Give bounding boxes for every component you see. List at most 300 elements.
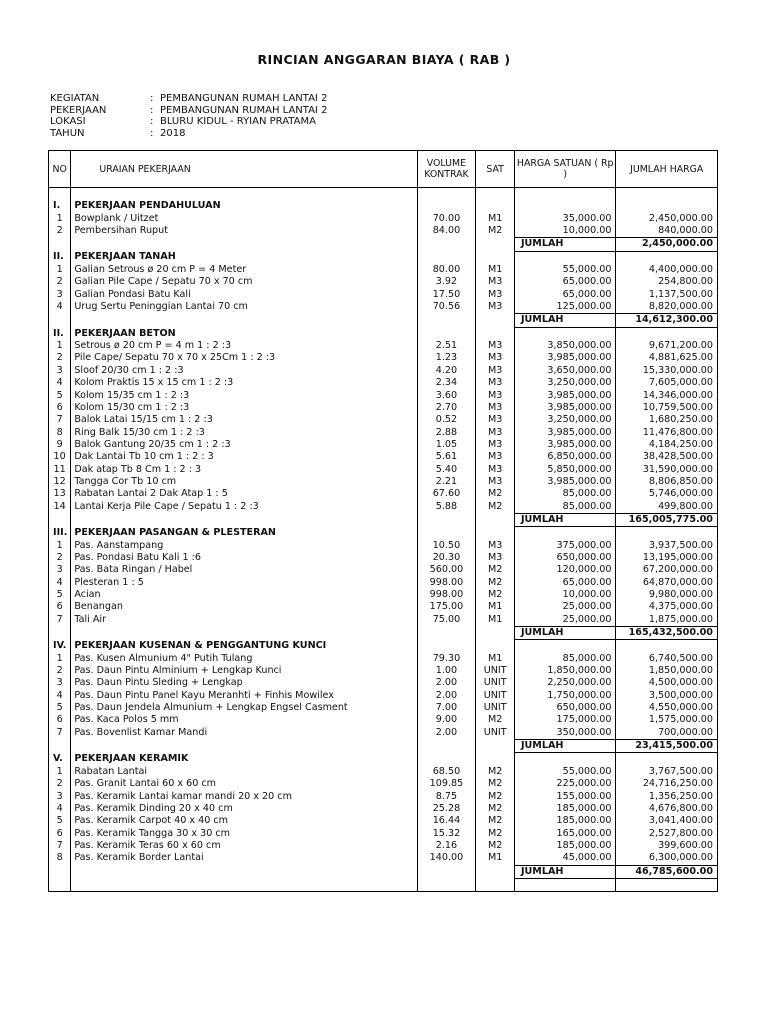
- item-volume: 15.32: [417, 828, 476, 840]
- item-unit: M3: [476, 451, 515, 463]
- item-description: Tali Air: [71, 614, 417, 627]
- table-row: [49, 377, 718, 389]
- item-unit: M1: [476, 264, 515, 276]
- item-unit: M3: [476, 402, 515, 414]
- item-unit: M2: [476, 577, 515, 589]
- item-total: 499,800.00: [616, 501, 718, 514]
- item-unit: M2: [476, 225, 515, 238]
- item-description: Pas. Granit Lantai 60 x 60 cm: [71, 778, 417, 790]
- empty-cell: [417, 740, 476, 753]
- empty-cell: [417, 640, 476, 653]
- item-unit-price: 120,000.00: [514, 564, 616, 576]
- item-no: 6: [49, 828, 71, 840]
- item-unit-price: 3,850,000.00: [514, 340, 616, 352]
- item-description: Sloof 20/30 cm 1 : 2 :3: [71, 365, 417, 377]
- section-total: 14,612,300.00: [616, 314, 718, 327]
- item-unit: M3: [476, 377, 515, 389]
- item-no: 3: [49, 365, 71, 377]
- item-total: 1,356,250.00: [616, 791, 718, 803]
- item-unit-price: 55,000.00: [514, 264, 616, 276]
- table-row: [49, 828, 718, 840]
- table-row: [49, 225, 718, 238]
- empty-cell: [417, 327, 476, 340]
- item-unit-price: 85,000.00: [514, 501, 616, 514]
- header-no: NO: [49, 151, 71, 188]
- item-unit-price: 3,985,000.00: [514, 390, 616, 402]
- table-row: [49, 488, 718, 500]
- item-unit: M1: [476, 614, 515, 627]
- item-total: 2,450,000.00: [616, 213, 718, 225]
- section-title: PEKERJAAN BETON: [71, 327, 417, 340]
- item-total: 3,937,500.00: [616, 540, 718, 552]
- item-unit: UNIT: [476, 665, 515, 677]
- item-no: 10: [49, 451, 71, 463]
- empty-cell: [616, 188, 718, 201]
- item-unit: M3: [476, 540, 515, 552]
- item-total: 67,200,000.00: [616, 564, 718, 576]
- info-value: 2018: [160, 127, 186, 139]
- empty-cell: [71, 627, 417, 640]
- table-row: [49, 451, 718, 463]
- table-row: [49, 402, 718, 414]
- item-unit: M2: [476, 828, 515, 840]
- table-row: [49, 589, 718, 601]
- item-unit-price: 10,000.00: [514, 225, 616, 238]
- item-unit-price: 165,000.00: [514, 828, 616, 840]
- item-unit: M2: [476, 564, 515, 576]
- item-total: 4,676,800.00: [616, 803, 718, 815]
- section-number: I.: [49, 200, 71, 212]
- item-no: 3: [49, 677, 71, 689]
- table-row: [49, 276, 718, 288]
- item-unit-price: 1,850,000.00: [514, 665, 616, 677]
- item-no: 1: [49, 213, 71, 225]
- item-unit-price: 2,250,000.00: [514, 677, 616, 689]
- item-no: 5: [49, 589, 71, 601]
- item-unit: M3: [476, 289, 515, 301]
- table-row: [49, 653, 718, 665]
- info-colon: :: [150, 104, 154, 116]
- item-volume: 175.00: [417, 601, 476, 613]
- item-volume: 3.92: [417, 276, 476, 288]
- spacer-row: [49, 188, 718, 201]
- item-volume: 2.16: [417, 840, 476, 852]
- jumlah-label: JUMLAH: [514, 627, 616, 640]
- empty-cell: [71, 878, 417, 891]
- item-no: 4: [49, 377, 71, 389]
- item-description: Pas. Daun Pintu Panel Kayu Meranhti + Finhis Mowilex: [71, 690, 417, 702]
- empty-cell: [49, 865, 71, 878]
- item-unit-price: 650,000.00: [514, 702, 616, 714]
- empty-cell: [476, 740, 515, 753]
- item-volume: 2.00: [417, 727, 476, 740]
- table-row: [49, 340, 718, 352]
- info-row: [50, 128, 327, 140]
- item-no: 2: [49, 552, 71, 564]
- item-unit-price: 125,000.00: [514, 301, 616, 314]
- item-unit: M1: [476, 601, 515, 613]
- rab-table: [48, 150, 718, 892]
- section-number: V.: [49, 753, 71, 766]
- item-volume: 75.00: [417, 614, 476, 627]
- info-label: LOKASI: [50, 116, 86, 128]
- item-volume: 2.70: [417, 402, 476, 414]
- section-header: [49, 200, 718, 212]
- item-no: 4: [49, 690, 71, 702]
- item-total: 1,680,250.00: [616, 414, 718, 426]
- empty-cell: [476, 238, 515, 251]
- empty-cell: [49, 627, 71, 640]
- item-total: 9,671,200.00: [616, 340, 718, 352]
- info-colon: :: [150, 116, 154, 128]
- item-unit-price: 65,000.00: [514, 276, 616, 288]
- item-description: Lantai Kerja Pile Cape / Sepatu 1 : 2 :3: [71, 501, 417, 514]
- info-label: KEGIATAN: [50, 93, 100, 104]
- item-total: 4,375,000.00: [616, 601, 718, 613]
- item-volume: 8.75: [417, 791, 476, 803]
- item-description: Pas. Keramik Dinding 20 x 40 cm: [71, 803, 417, 815]
- info-label: TAHUN: [50, 127, 85, 139]
- item-description: Pas. Pondasi Batu Kali 1 :6: [71, 552, 417, 564]
- empty-cell: [616, 251, 718, 264]
- table-row: [49, 702, 718, 714]
- item-unit: M2: [476, 501, 515, 514]
- item-description: Dak Lantai Tb 10 cm 1 : 2 : 3: [71, 451, 417, 463]
- item-no: 4: [49, 577, 71, 589]
- item-description: Galian Pondasi Batu Kali: [71, 289, 417, 301]
- item-unit-price: 65,000.00: [514, 577, 616, 589]
- empty-cell: [616, 527, 718, 540]
- item-total: 4,400,000.00: [616, 264, 718, 276]
- item-unit: M3: [476, 301, 515, 314]
- item-total: 4,881,625.00: [616, 352, 718, 364]
- item-volume: 1.00: [417, 665, 476, 677]
- item-volume: 1.05: [417, 439, 476, 451]
- empty-cell: [476, 327, 515, 340]
- item-unit-price: 5,850,000.00: [514, 464, 616, 476]
- table-row: [49, 464, 718, 476]
- empty-cell: [476, 188, 515, 201]
- empty-cell: [417, 513, 476, 526]
- item-unit: M2: [476, 803, 515, 815]
- section-total: 165,432,500.00: [616, 627, 718, 640]
- item-no: 7: [49, 414, 71, 426]
- item-total: 8,806,850.00: [616, 476, 718, 488]
- item-total: 4,184,250.00: [616, 439, 718, 451]
- item-volume: 5.88: [417, 501, 476, 514]
- item-description: Setrous ø 20 cm P = 4 m 1 : 2 :3: [71, 340, 417, 352]
- item-unit-price: 350,000.00: [514, 727, 616, 740]
- item-unit: UNIT: [476, 677, 515, 689]
- item-description: Bowplank / Uitzet: [71, 213, 417, 225]
- item-unit: UNIT: [476, 727, 515, 740]
- table-row: [49, 840, 718, 852]
- item-unit: M2: [476, 791, 515, 803]
- item-volume: 2.00: [417, 677, 476, 689]
- item-volume: 2.00: [417, 690, 476, 702]
- item-no: 6: [49, 714, 71, 726]
- empty-cell: [476, 878, 515, 891]
- empty-cell: [476, 627, 515, 640]
- table-row: [49, 577, 718, 589]
- item-total: 15,330,000.00: [616, 365, 718, 377]
- item-description: Pas. Daun Jendela Almunium + Lengkap Engsel Casment: [71, 702, 417, 714]
- header-uraian: URAIAN PEKERJAAN: [71, 151, 417, 188]
- item-volume: 998.00: [417, 589, 476, 601]
- project-info: [50, 93, 327, 139]
- empty-cell: [49, 238, 71, 251]
- item-unit: M2: [476, 778, 515, 790]
- section-header: [49, 327, 718, 340]
- info-value: BLURU KIDUL - RYIAN PRATAMA: [160, 116, 316, 128]
- item-unit-price: 3,250,000.00: [514, 414, 616, 426]
- item-no: 4: [49, 301, 71, 314]
- item-total: 11,476,800.00: [616, 427, 718, 439]
- section-total: 2,450,000.00: [616, 238, 718, 251]
- item-unit: M2: [476, 589, 515, 601]
- item-description: Pas. Keramik Border Lantai: [71, 852, 417, 865]
- item-unit: M2: [476, 840, 515, 852]
- section-number: II.: [49, 327, 71, 340]
- item-unit: M3: [476, 276, 515, 288]
- item-no: 3: [49, 564, 71, 576]
- item-volume: 2.88: [417, 427, 476, 439]
- empty-cell: [71, 740, 417, 753]
- empty-cell: [49, 314, 71, 327]
- item-total: 840,000.00: [616, 225, 718, 238]
- item-no: 2: [49, 276, 71, 288]
- item-unit-price: 65,000.00: [514, 289, 616, 301]
- header-harga-satuan: HARGA SATUAN ( Rp ): [514, 151, 616, 188]
- item-unit-price: 55,000.00: [514, 766, 616, 778]
- empty-cell: [616, 327, 718, 340]
- item-total: 13,195,000.00: [616, 552, 718, 564]
- section-header: [49, 251, 718, 264]
- info-value: PEMBANGUNAN RUMAH LANTAI 2: [160, 93, 328, 104]
- item-description: Balok Gantung 20/35 cm 1 : 2 :3: [71, 439, 417, 451]
- item-unit-price: 25,000.00: [514, 614, 616, 627]
- section-title: PEKERJAAN TANAH: [71, 251, 417, 264]
- info-row: [50, 105, 327, 117]
- item-description: Balok Latai 15/15 cm 1 : 2 :3: [71, 414, 417, 426]
- empty-cell: [417, 627, 476, 640]
- item-unit: M3: [476, 390, 515, 402]
- item-unit-price: 10,000.00: [514, 589, 616, 601]
- item-description: Kolom Praktis 15 x 15 cm 1 : 2 :3: [71, 377, 417, 389]
- item-description: Benangan: [71, 601, 417, 613]
- item-no: 3: [49, 289, 71, 301]
- info-colon: :: [150, 127, 154, 139]
- item-unit-price: 6,850,000.00: [514, 451, 616, 463]
- section-title: PEKERJAAN PASANGAN & PLESTERAN: [71, 527, 417, 540]
- item-description: Urug Sertu Peninggian Lantai 70 cm: [71, 301, 417, 314]
- item-total: 4,550,000.00: [616, 702, 718, 714]
- item-no: 1: [49, 540, 71, 552]
- item-unit: M3: [476, 352, 515, 364]
- item-description: Tangga Cor Tb 10 cm: [71, 476, 417, 488]
- item-unit-price: 185,000.00: [514, 803, 616, 815]
- item-volume: 3.60: [417, 390, 476, 402]
- item-unit: M3: [476, 427, 515, 439]
- section-header: [49, 527, 718, 540]
- empty-cell: [417, 238, 476, 251]
- jumlah-label: JUMLAH: [514, 238, 616, 251]
- empty-cell: [616, 878, 718, 891]
- section-title: PEKERJAAN KERAMIK: [71, 753, 417, 766]
- item-no: 12: [49, 476, 71, 488]
- item-volume: 17.50: [417, 289, 476, 301]
- section-title: PEKERJAAN PENDAHULUAN: [71, 200, 417, 212]
- item-no: 2: [49, 665, 71, 677]
- item-no: 14: [49, 501, 71, 514]
- item-unit: M3: [476, 439, 515, 451]
- item-volume: 7.00: [417, 702, 476, 714]
- item-no: 5: [49, 390, 71, 402]
- table-header: [49, 151, 718, 188]
- item-volume: 4.20: [417, 365, 476, 377]
- item-unit: M1: [476, 653, 515, 665]
- empty-cell: [476, 513, 515, 526]
- table-row: [49, 614, 718, 627]
- item-unit-price: 155,000.00: [514, 791, 616, 803]
- item-unit-price: 3,985,000.00: [514, 402, 616, 414]
- item-description: Rabatan Lantai: [71, 766, 417, 778]
- item-unit-price: 3,250,000.00: [514, 377, 616, 389]
- item-no: 2: [49, 778, 71, 790]
- table-row: [49, 501, 718, 514]
- item-volume: 998.00: [417, 577, 476, 589]
- jumlah-label: JUMLAH: [514, 314, 616, 327]
- item-volume: 25.28: [417, 803, 476, 815]
- section-total: 165,005,775.00: [616, 513, 718, 526]
- item-no: 7: [49, 614, 71, 627]
- item-no: 4: [49, 803, 71, 815]
- item-no: 7: [49, 840, 71, 852]
- empty-cell: [476, 200, 515, 212]
- info-row: [50, 93, 327, 105]
- empty-cell: [476, 314, 515, 327]
- table-row: [49, 352, 718, 364]
- spacer-row: [49, 878, 718, 891]
- table-row: [49, 365, 718, 377]
- item-no: 2: [49, 225, 71, 238]
- item-total: 5,746,000.00: [616, 488, 718, 500]
- item-volume: 560.00: [417, 564, 476, 576]
- item-total: 1,875,000.00: [616, 614, 718, 627]
- item-description: Pas. Daun Pintu Sleding + Lengkap: [71, 677, 417, 689]
- empty-cell: [417, 865, 476, 878]
- item-volume: 79.30: [417, 653, 476, 665]
- empty-cell: [514, 200, 616, 212]
- section-header: [49, 640, 718, 653]
- item-unit-price: 1,750,000.00: [514, 690, 616, 702]
- info-value: PEMBANGUNAN RUMAH LANTAI 2: [160, 104, 328, 116]
- item-description: Pembersihan Ruput: [71, 225, 417, 238]
- table-row: [49, 427, 718, 439]
- item-total: 399,600.00: [616, 840, 718, 852]
- item-volume: 2.51: [417, 340, 476, 352]
- table-row: [49, 540, 718, 552]
- item-description: Pas. Keramik Tangga 30 x 30 cm: [71, 828, 417, 840]
- item-description: Pas. Kaca Polos 5 mm: [71, 714, 417, 726]
- header-jumlah-harga: JUMLAH HARGA: [616, 151, 718, 188]
- info-colon: :: [150, 93, 154, 104]
- section-title: PEKERJAAN KUSENAN & PENGGANTUNG KUNCI: [71, 640, 417, 653]
- item-volume: 5.61: [417, 451, 476, 463]
- empty-cell: [71, 188, 417, 201]
- item-volume: 2.21: [417, 476, 476, 488]
- item-no: 13: [49, 488, 71, 500]
- item-unit-price: 3,650,000.00: [514, 365, 616, 377]
- item-total: 14,346,000.00: [616, 390, 718, 402]
- item-total: 1,575,000.00: [616, 714, 718, 726]
- empty-cell: [417, 200, 476, 212]
- item-unit: UNIT: [476, 702, 515, 714]
- table-row: [49, 677, 718, 689]
- section-total-row: [49, 627, 718, 640]
- item-description: Pas. Keramik Teras 60 x 60 cm: [71, 840, 417, 852]
- item-no: 8: [49, 427, 71, 439]
- empty-cell: [49, 513, 71, 526]
- item-unit: M3: [476, 552, 515, 564]
- empty-cell: [514, 753, 616, 766]
- item-no: 1: [49, 766, 71, 778]
- item-unit: M2: [476, 766, 515, 778]
- item-unit-price: 3,985,000.00: [514, 352, 616, 364]
- item-unit-price: 45,000.00: [514, 852, 616, 865]
- item-volume: 80.00: [417, 264, 476, 276]
- item-no: 6: [49, 601, 71, 613]
- jumlah-label: JUMLAH: [514, 740, 616, 753]
- item-unit-price: 25,000.00: [514, 601, 616, 613]
- table-row: [49, 564, 718, 576]
- empty-cell: [417, 188, 476, 201]
- item-no: 5: [49, 815, 71, 827]
- item-description: Rabatan Lantai 2 Dak Atap 1 : 5: [71, 488, 417, 500]
- table-row: [49, 213, 718, 225]
- item-unit: M3: [476, 476, 515, 488]
- item-no: 3: [49, 791, 71, 803]
- item-unit-price: 85,000.00: [514, 653, 616, 665]
- item-description: Dak atap Tb 8 Cm 1 : 2 : 3: [71, 464, 417, 476]
- section-total-row: [49, 740, 718, 753]
- item-unit-price: 185,000.00: [514, 840, 616, 852]
- item-no: 2: [49, 352, 71, 364]
- empty-cell: [476, 865, 515, 878]
- item-description: Pas. Kusen Almunium 4" Putih Tulang: [71, 653, 417, 665]
- section-number: III.: [49, 527, 71, 540]
- item-description: Pas. Bovenlist Kamar Mandi: [71, 727, 417, 740]
- item-unit-price: 3,985,000.00: [514, 427, 616, 439]
- item-total: 31,590,000.00: [616, 464, 718, 476]
- section-total-row: [49, 513, 718, 526]
- item-description: Acian: [71, 589, 417, 601]
- item-volume: 67.60: [417, 488, 476, 500]
- table-row: [49, 791, 718, 803]
- empty-cell: [417, 878, 476, 891]
- item-unit: M2: [476, 714, 515, 726]
- item-total: 3,041,400.00: [616, 815, 718, 827]
- item-total: 1,850,000.00: [616, 665, 718, 677]
- item-unit: M3: [476, 464, 515, 476]
- empty-cell: [514, 188, 616, 201]
- item-volume: 9.00: [417, 714, 476, 726]
- table-row: [49, 778, 718, 790]
- item-description: Pas. Keramik Carpot 40 x 40 cm: [71, 815, 417, 827]
- section-total: 46,785,600.00: [616, 865, 718, 878]
- item-unit: M3: [476, 414, 515, 426]
- item-total: 1,137,500.00: [616, 289, 718, 301]
